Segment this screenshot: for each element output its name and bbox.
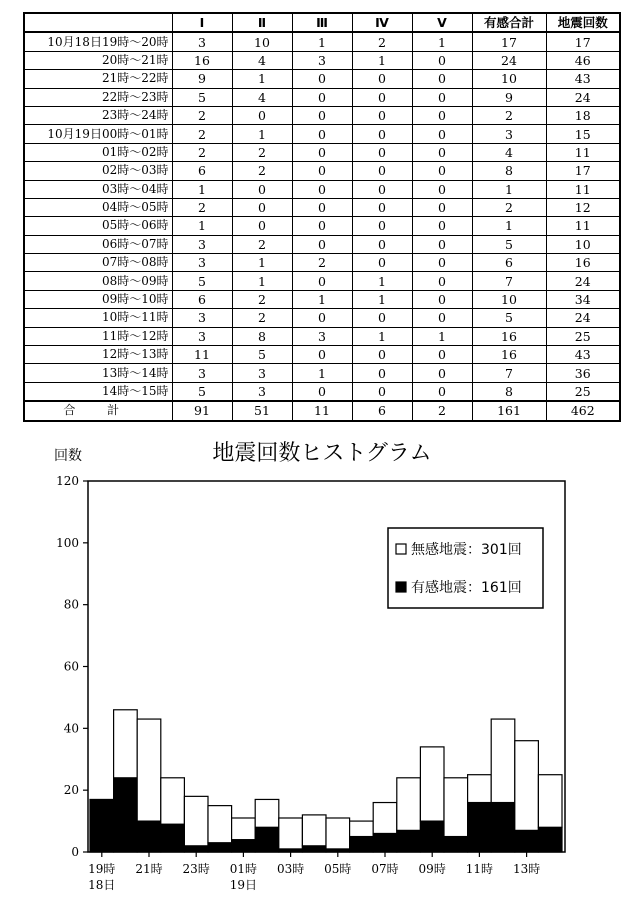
count-cell: 0 bbox=[412, 346, 472, 364]
period-cell: 23時～24時 bbox=[24, 106, 172, 124]
count-cell: 0 bbox=[292, 382, 352, 401]
y-tick-label: 0 bbox=[71, 845, 79, 859]
table-row bbox=[24, 272, 620, 290]
count-cell: 11 bbox=[546, 217, 620, 235]
period-cell: 08時～09時 bbox=[24, 272, 172, 290]
bar-sensible bbox=[420, 821, 444, 852]
bar-insensible bbox=[184, 796, 208, 845]
count-cell: 0 bbox=[292, 88, 352, 106]
seismic-count-table bbox=[23, 12, 621, 422]
bar-sensible bbox=[114, 778, 138, 852]
count-cell: 16 bbox=[172, 51, 232, 69]
count-cell: 0 bbox=[292, 272, 352, 290]
table-row bbox=[24, 51, 620, 69]
count-cell: 1 bbox=[292, 290, 352, 308]
x-tick-label: 05時 bbox=[324, 862, 352, 876]
count-cell: 2 bbox=[472, 106, 546, 124]
bar-insensible bbox=[444, 778, 468, 837]
count-cell: 4 bbox=[472, 143, 546, 161]
bar-insensible bbox=[491, 719, 515, 802]
bar-insensible bbox=[137, 719, 161, 821]
count-cell: 34 bbox=[546, 290, 620, 308]
count-cell: 1 bbox=[232, 254, 292, 272]
period-cell: 10月18日19時～20時 bbox=[24, 32, 172, 51]
count-cell: 0 bbox=[232, 106, 292, 124]
bar-sensible bbox=[515, 830, 539, 852]
table-row bbox=[24, 162, 620, 180]
count-cell: 10 bbox=[546, 235, 620, 253]
count-cell: 0 bbox=[292, 198, 352, 216]
count-cell: 5 bbox=[232, 346, 292, 364]
period-cell: 22時～23時 bbox=[24, 88, 172, 106]
table-row bbox=[24, 88, 620, 106]
count-cell: 0 bbox=[352, 125, 412, 143]
x-tick-label: 09時 bbox=[418, 862, 446, 876]
bar-insensible bbox=[326, 818, 350, 849]
period-cell: 01時～02時 bbox=[24, 143, 172, 161]
count-cell: 1 bbox=[172, 180, 232, 198]
count-cell: 1 bbox=[172, 217, 232, 235]
bar-sensible bbox=[350, 837, 374, 852]
total-cell: 91 bbox=[172, 401, 232, 420]
x-tick-label: 13時 bbox=[512, 862, 541, 876]
count-cell: 3 bbox=[172, 235, 232, 253]
total-cell: 2 bbox=[412, 401, 472, 420]
bar-sensible bbox=[373, 833, 397, 852]
table-row bbox=[24, 327, 620, 345]
period-cell: 10時～11時 bbox=[24, 309, 172, 327]
count-cell: 0 bbox=[352, 106, 412, 124]
period-cell: 14時～15時 bbox=[24, 382, 172, 401]
count-cell: 0 bbox=[352, 309, 412, 327]
count-cell: 4 bbox=[232, 51, 292, 69]
count-cell: 0 bbox=[352, 162, 412, 180]
x-tick-label: 23時 bbox=[182, 862, 210, 876]
period-cell: 02時～03時 bbox=[24, 162, 172, 180]
bar-sensible bbox=[491, 803, 515, 852]
count-cell: 12 bbox=[546, 198, 620, 216]
count-cell: 1 bbox=[472, 180, 546, 198]
count-cell: 0 bbox=[352, 198, 412, 216]
bar-insensible bbox=[114, 710, 138, 778]
count-cell: 0 bbox=[412, 125, 472, 143]
count-cell: 2 bbox=[232, 162, 292, 180]
legend-swatch-sensible bbox=[396, 582, 406, 592]
count-cell: 0 bbox=[292, 106, 352, 124]
table-row bbox=[24, 217, 620, 235]
count-cell: 1 bbox=[232, 272, 292, 290]
x-axis-ticks bbox=[88, 852, 540, 892]
legend bbox=[388, 528, 543, 608]
column-header bbox=[24, 13, 172, 32]
count-cell: 6 bbox=[172, 290, 232, 308]
count-cell: 0 bbox=[232, 198, 292, 216]
count-cell: 3 bbox=[292, 327, 352, 345]
count-cell: 10 bbox=[232, 32, 292, 51]
bar-insensible bbox=[420, 747, 444, 821]
count-cell: 11 bbox=[546, 143, 620, 161]
count-cell: 24 bbox=[472, 51, 546, 69]
count-cell: 0 bbox=[292, 162, 352, 180]
table-row bbox=[24, 125, 620, 143]
total-cell: 462 bbox=[546, 401, 620, 420]
bar-insensible bbox=[279, 818, 303, 849]
count-cell: 0 bbox=[352, 217, 412, 235]
bar-sensible bbox=[161, 824, 185, 852]
column-header: 有感合計 bbox=[472, 13, 546, 32]
column-header: 地震回数 bbox=[546, 13, 620, 32]
legend-box bbox=[388, 528, 543, 608]
count-cell: 1 bbox=[232, 125, 292, 143]
count-cell: 6 bbox=[172, 162, 232, 180]
count-cell: 17 bbox=[546, 32, 620, 51]
count-cell: 24 bbox=[546, 272, 620, 290]
count-cell: 0 bbox=[292, 235, 352, 253]
bar-sensible bbox=[538, 827, 562, 852]
count-cell: 9 bbox=[472, 88, 546, 106]
count-cell: 43 bbox=[546, 70, 620, 88]
count-cell: 17 bbox=[472, 32, 546, 51]
count-cell: 0 bbox=[292, 217, 352, 235]
count-cell: 10 bbox=[472, 290, 546, 308]
count-cell: 1 bbox=[292, 364, 352, 382]
count-cell: 17 bbox=[546, 162, 620, 180]
count-cell: 16 bbox=[472, 327, 546, 345]
count-cell: 25 bbox=[546, 382, 620, 401]
count-cell: 2 bbox=[172, 143, 232, 161]
count-cell: 2 bbox=[232, 143, 292, 161]
y-tick-label: 100 bbox=[56, 535, 79, 550]
count-cell: 2 bbox=[172, 106, 232, 124]
count-cell: 0 bbox=[292, 180, 352, 198]
count-cell: 46 bbox=[546, 51, 620, 69]
count-cell: 0 bbox=[412, 364, 472, 382]
count-cell: 2 bbox=[172, 125, 232, 143]
count-cell: 0 bbox=[352, 235, 412, 253]
count-cell: 0 bbox=[292, 346, 352, 364]
count-cell: 2 bbox=[232, 235, 292, 253]
count-cell: 0 bbox=[412, 217, 472, 235]
count-cell: 1 bbox=[412, 32, 472, 51]
count-cell: 3 bbox=[232, 364, 292, 382]
legend-label-sensible: 有感地震：161回 bbox=[411, 580, 522, 596]
table-row bbox=[24, 32, 620, 51]
count-cell: 0 bbox=[412, 290, 472, 308]
count-cell: 11 bbox=[546, 180, 620, 198]
x-tick-label: 07時 bbox=[371, 862, 399, 876]
count-cell: 8 bbox=[472, 382, 546, 401]
count-cell: 1 bbox=[292, 32, 352, 51]
total-row bbox=[24, 401, 620, 420]
count-cell: 7 bbox=[472, 364, 546, 382]
period-cell: 09時～10時 bbox=[24, 290, 172, 308]
count-cell: 0 bbox=[352, 180, 412, 198]
count-cell: 2 bbox=[292, 254, 352, 272]
table-row bbox=[24, 180, 620, 198]
count-cell: 3 bbox=[172, 32, 232, 51]
table-row bbox=[24, 254, 620, 272]
count-cell: 0 bbox=[412, 106, 472, 124]
bar-sensible bbox=[302, 846, 326, 852]
count-cell: 0 bbox=[352, 70, 412, 88]
y-axis-label: 回数 bbox=[54, 448, 82, 464]
table-row bbox=[24, 70, 620, 88]
count-cell: 0 bbox=[412, 198, 472, 216]
bar-sensible bbox=[184, 846, 208, 852]
total-cell: 51 bbox=[232, 401, 292, 420]
y-tick-label: 40 bbox=[63, 721, 79, 736]
table-row bbox=[24, 143, 620, 161]
bar-sensible bbox=[255, 827, 279, 852]
count-cell: 0 bbox=[412, 235, 472, 253]
count-cell: 0 bbox=[352, 143, 412, 161]
x-tick-label: 01時 bbox=[229, 862, 258, 876]
table-row bbox=[24, 106, 620, 124]
column-header: Ⅴ bbox=[412, 13, 472, 32]
chart-title: 地震回数ヒストグラム bbox=[212, 441, 432, 466]
table-row bbox=[24, 364, 620, 382]
count-cell: 3 bbox=[232, 382, 292, 401]
count-cell: 1 bbox=[352, 51, 412, 69]
table-row bbox=[24, 382, 620, 401]
count-cell: 3 bbox=[472, 125, 546, 143]
x-tick-label: 19時 bbox=[88, 862, 116, 876]
count-cell: 2 bbox=[232, 290, 292, 308]
count-cell: 0 bbox=[412, 180, 472, 198]
count-cell: 5 bbox=[172, 382, 232, 401]
total-cell: 161 bbox=[472, 401, 546, 420]
bar-sensible bbox=[444, 837, 468, 852]
count-cell: 10 bbox=[472, 70, 546, 88]
x-tick-label: 21時 bbox=[135, 862, 163, 876]
legend-label-insensible: 無感地震：301回 bbox=[411, 542, 522, 558]
table-row bbox=[24, 309, 620, 327]
column-header: Ⅱ bbox=[232, 13, 292, 32]
bar-sensible bbox=[208, 843, 232, 852]
count-cell: 5 bbox=[172, 272, 232, 290]
count-cell: 2 bbox=[352, 32, 412, 51]
count-cell: 2 bbox=[472, 198, 546, 216]
y-tick-label: 60 bbox=[63, 659, 79, 674]
count-cell: 18 bbox=[546, 106, 620, 124]
legend-swatch-insensible bbox=[396, 544, 406, 554]
x-tick-label: 03時 bbox=[276, 862, 305, 876]
bar-insensible bbox=[302, 815, 326, 846]
column-header: Ⅳ bbox=[352, 13, 412, 32]
column-header: Ⅰ bbox=[172, 13, 232, 32]
bar-sensible bbox=[232, 840, 256, 852]
y-tick-label: 120 bbox=[56, 474, 79, 488]
table-row bbox=[24, 290, 620, 308]
count-cell: 0 bbox=[352, 364, 412, 382]
period-cell: 04時～05時 bbox=[24, 198, 172, 216]
count-cell: 0 bbox=[292, 143, 352, 161]
period-cell: 13時～14時 bbox=[24, 364, 172, 382]
count-cell: 15 bbox=[546, 125, 620, 143]
bar-sensible bbox=[397, 830, 421, 852]
count-cell: 1 bbox=[352, 327, 412, 345]
y-tick-label: 20 bbox=[63, 783, 79, 798]
count-cell: 16 bbox=[546, 254, 620, 272]
count-cell: 0 bbox=[412, 70, 472, 88]
count-cell: 1 bbox=[352, 290, 412, 308]
period-cell: 11時～12時 bbox=[24, 327, 172, 345]
count-cell: 3 bbox=[292, 51, 352, 69]
count-cell: 5 bbox=[472, 309, 546, 327]
count-cell: 24 bbox=[546, 309, 620, 327]
y-axis-ticks bbox=[56, 474, 88, 859]
count-cell: 3 bbox=[172, 254, 232, 272]
table-body bbox=[24, 32, 620, 420]
y-tick-label: 80 bbox=[63, 597, 79, 612]
count-cell: 43 bbox=[546, 346, 620, 364]
column-header: Ⅲ bbox=[292, 13, 352, 32]
count-cell: 1 bbox=[352, 272, 412, 290]
bar-insensible bbox=[468, 775, 492, 803]
count-cell: 0 bbox=[412, 309, 472, 327]
bar-insensible bbox=[373, 803, 397, 834]
total-cell: 6 bbox=[352, 401, 412, 420]
count-cell: 5 bbox=[472, 235, 546, 253]
table-row bbox=[24, 198, 620, 216]
count-cell: 0 bbox=[232, 180, 292, 198]
count-cell: 0 bbox=[352, 254, 412, 272]
count-cell: 4 bbox=[232, 88, 292, 106]
count-cell: 16 bbox=[472, 346, 546, 364]
count-cell: 0 bbox=[292, 125, 352, 143]
count-cell: 1 bbox=[412, 327, 472, 345]
bar-insensible bbox=[255, 799, 279, 827]
x-tick-sublabel: 19日 bbox=[229, 878, 258, 892]
total-label: 合 計 bbox=[24, 401, 172, 420]
count-cell: 0 bbox=[412, 162, 472, 180]
period-cell: 07時～08時 bbox=[24, 254, 172, 272]
bar-insensible bbox=[538, 775, 562, 828]
period-cell: 21時～22時 bbox=[24, 70, 172, 88]
bar-series bbox=[90, 710, 562, 852]
count-cell: 5 bbox=[172, 88, 232, 106]
count-cell: 2 bbox=[172, 198, 232, 216]
period-cell: 12時～13時 bbox=[24, 346, 172, 364]
count-cell: 3 bbox=[172, 309, 232, 327]
count-cell: 0 bbox=[412, 254, 472, 272]
count-cell: 0 bbox=[412, 382, 472, 401]
count-cell: 3 bbox=[172, 327, 232, 345]
bar-sensible bbox=[137, 821, 161, 852]
count-cell: 0 bbox=[352, 346, 412, 364]
count-cell: 6 bbox=[472, 254, 546, 272]
count-cell: 1 bbox=[232, 70, 292, 88]
bar-insensible bbox=[208, 806, 232, 843]
count-cell: 0 bbox=[412, 272, 472, 290]
count-cell: 8 bbox=[472, 162, 546, 180]
count-cell: 0 bbox=[292, 309, 352, 327]
count-cell: 1 bbox=[472, 217, 546, 235]
table-row bbox=[24, 235, 620, 253]
x-tick-sublabel: 18日 bbox=[88, 878, 116, 892]
count-cell: 9 bbox=[172, 70, 232, 88]
bar-insensible bbox=[232, 818, 256, 840]
count-cell: 24 bbox=[546, 88, 620, 106]
period-cell: 10月19日00時～01時 bbox=[24, 125, 172, 143]
x-tick-label: 11時 bbox=[465, 862, 494, 876]
histogram-chart bbox=[0, 430, 643, 924]
period-cell: 06時～07時 bbox=[24, 235, 172, 253]
count-cell: 3 bbox=[172, 364, 232, 382]
count-cell: 0 bbox=[232, 217, 292, 235]
period-cell: 03時～04時 bbox=[24, 180, 172, 198]
bar-sensible bbox=[90, 799, 114, 852]
count-cell: 0 bbox=[292, 70, 352, 88]
total-cell: 11 bbox=[292, 401, 352, 420]
bar-insensible bbox=[397, 778, 421, 831]
count-cell: 25 bbox=[546, 327, 620, 345]
count-cell: 2 bbox=[232, 309, 292, 327]
table-header-row bbox=[24, 13, 620, 32]
count-cell: 0 bbox=[352, 382, 412, 401]
count-cell: 8 bbox=[232, 327, 292, 345]
period-cell: 05時～06時 bbox=[24, 217, 172, 235]
bar-insensible bbox=[161, 778, 185, 824]
count-cell: 0 bbox=[412, 88, 472, 106]
count-cell: 7 bbox=[472, 272, 546, 290]
bar-insensible bbox=[515, 741, 539, 831]
count-cell: 0 bbox=[412, 51, 472, 69]
bar-sensible bbox=[468, 803, 492, 852]
count-cell: 36 bbox=[546, 364, 620, 382]
bar-insensible bbox=[350, 821, 374, 836]
count-cell: 0 bbox=[352, 88, 412, 106]
table-row bbox=[24, 346, 620, 364]
period-cell: 20時～21時 bbox=[24, 51, 172, 69]
count-cell: 11 bbox=[172, 346, 232, 364]
count-cell: 0 bbox=[412, 143, 472, 161]
